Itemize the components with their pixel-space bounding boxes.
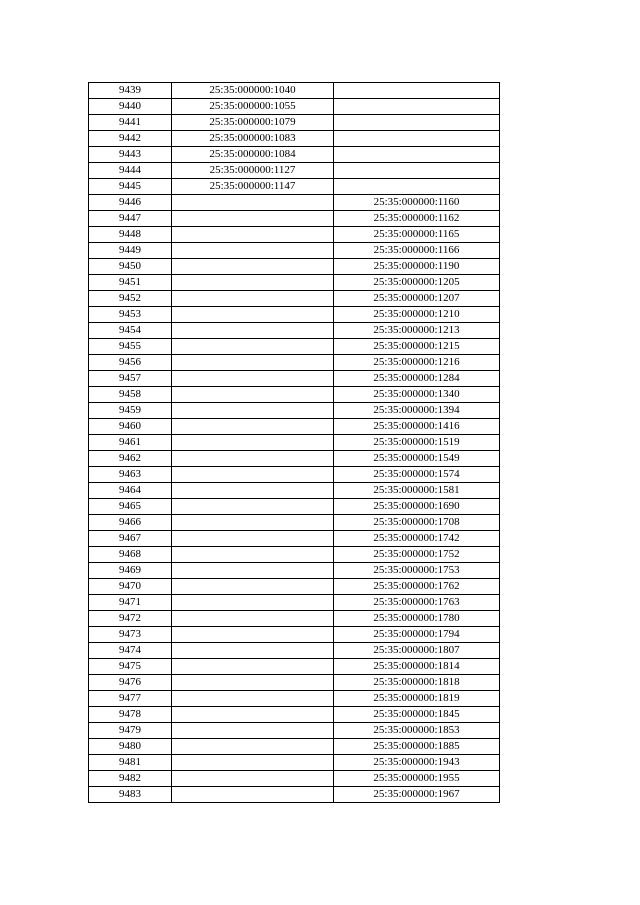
row-number-cell: 9465 bbox=[89, 499, 172, 515]
table-row bbox=[89, 163, 500, 179]
table-row bbox=[89, 259, 500, 275]
row-number-cell: 9481 bbox=[89, 755, 172, 771]
table-row bbox=[89, 643, 500, 659]
cadastral-number-cell bbox=[172, 275, 334, 291]
cadastral-number-cell bbox=[172, 451, 334, 467]
cadastral-number-cell bbox=[172, 771, 334, 787]
cadastral-number-alt-cell: 25:35:000000:1955 bbox=[334, 771, 500, 787]
table-row bbox=[89, 451, 500, 467]
cadastral-number-cell bbox=[172, 211, 334, 227]
table-row bbox=[89, 595, 500, 611]
row-number-cell: 9441 bbox=[89, 115, 172, 131]
cadastral-number-alt-cell: 25:35:000000:1190 bbox=[334, 259, 500, 275]
cadastral-number-alt-cell bbox=[334, 131, 500, 147]
table-row bbox=[89, 627, 500, 643]
cadastral-number-cell bbox=[172, 563, 334, 579]
row-number-cell: 9447 bbox=[89, 211, 172, 227]
cadastral-number-alt-cell: 25:35:000000:1574 bbox=[334, 467, 500, 483]
row-number-cell: 9463 bbox=[89, 467, 172, 483]
table-row bbox=[89, 611, 500, 627]
cadastral-number-alt-cell bbox=[334, 147, 500, 163]
cadastral-number-cell bbox=[172, 227, 334, 243]
table-row bbox=[89, 547, 500, 563]
row-number-cell: 9440 bbox=[89, 99, 172, 115]
cadastral-number-alt-cell bbox=[334, 99, 500, 115]
row-number-cell: 9468 bbox=[89, 547, 172, 563]
table-row bbox=[89, 675, 500, 691]
cadastral-number-alt-cell: 25:35:000000:1780 bbox=[334, 611, 500, 627]
cadastral-number-alt-cell: 25:35:000000:1416 bbox=[334, 419, 500, 435]
cadastral-number-cell bbox=[172, 579, 334, 595]
cadastral-number-alt-cell: 25:35:000000:1284 bbox=[334, 371, 500, 387]
table-row bbox=[89, 515, 500, 531]
row-number-cell: 9451 bbox=[89, 275, 172, 291]
cadastral-number-alt-cell: 25:35:000000:1549 bbox=[334, 451, 500, 467]
table-row bbox=[89, 307, 500, 323]
cadastral-number-cell bbox=[172, 387, 334, 403]
cadastral-number-cell bbox=[172, 483, 334, 499]
cadastral-number-alt-cell: 25:35:000000:1394 bbox=[334, 403, 500, 419]
row-number-cell: 9456 bbox=[89, 355, 172, 371]
row-number-cell: 9475 bbox=[89, 659, 172, 675]
cadastral-number-cell bbox=[172, 547, 334, 563]
cadastral-number-cell bbox=[172, 515, 334, 531]
cadastral-number-cell bbox=[172, 675, 334, 691]
table-row bbox=[89, 227, 500, 243]
cadastral-number-alt-cell: 25:35:000000:1340 bbox=[334, 387, 500, 403]
cadastral-number-cell bbox=[172, 611, 334, 627]
cadastral-number-alt-cell: 25:35:000000:1160 bbox=[334, 195, 500, 211]
cadastral-number-alt-cell: 25:35:000000:1885 bbox=[334, 739, 500, 755]
cadastral-number-cell bbox=[172, 659, 334, 675]
row-number-cell: 9449 bbox=[89, 243, 172, 259]
table-row bbox=[89, 483, 500, 499]
cadastral-number-alt-cell: 25:35:000000:1967 bbox=[334, 787, 500, 803]
cadastral-number-cell bbox=[172, 435, 334, 451]
table-row bbox=[89, 579, 500, 595]
table-row bbox=[89, 355, 500, 371]
row-number-cell: 9439 bbox=[89, 83, 172, 99]
cadastral-number-table bbox=[88, 82, 500, 803]
row-number-cell: 9474 bbox=[89, 643, 172, 659]
cadastral-number-cell bbox=[172, 403, 334, 419]
cadastral-number-cell bbox=[172, 627, 334, 643]
cadastral-number-alt-cell: 25:35:000000:1210 bbox=[334, 307, 500, 323]
table-row bbox=[89, 787, 500, 803]
cadastral-number-cell bbox=[172, 467, 334, 483]
cadastral-number-cell bbox=[172, 595, 334, 611]
row-number-cell: 9473 bbox=[89, 627, 172, 643]
cadastral-number-cell bbox=[172, 259, 334, 275]
table-row bbox=[89, 211, 500, 227]
cadastral-number-cell bbox=[172, 339, 334, 355]
cadastral-number-alt-cell: 25:35:000000:1166 bbox=[334, 243, 500, 259]
table-row bbox=[89, 707, 500, 723]
cadastral-number-alt-cell: 25:35:000000:1162 bbox=[334, 211, 500, 227]
cadastral-number-alt-cell: 25:35:000000:1207 bbox=[334, 291, 500, 307]
row-number-cell: 9469 bbox=[89, 563, 172, 579]
cadastral-number-alt-cell: 25:35:000000:1763 bbox=[334, 595, 500, 611]
row-number-cell: 9460 bbox=[89, 419, 172, 435]
cadastral-number-cell: 25:35:000000:1127 bbox=[172, 163, 334, 179]
cadastral-number-cell bbox=[172, 291, 334, 307]
cadastral-number-alt-cell: 25:35:000000:1742 bbox=[334, 531, 500, 547]
cadastral-number-cell bbox=[172, 755, 334, 771]
cadastral-number-alt-cell: 25:35:000000:1215 bbox=[334, 339, 500, 355]
cadastral-number-alt-cell bbox=[334, 115, 500, 131]
cadastral-number-cell: 25:35:000000:1083 bbox=[172, 131, 334, 147]
row-number-cell: 9446 bbox=[89, 195, 172, 211]
cadastral-number-cell bbox=[172, 307, 334, 323]
row-number-cell: 9462 bbox=[89, 451, 172, 467]
row-number-cell: 9477 bbox=[89, 691, 172, 707]
cadastral-number-alt-cell: 25:35:000000:1845 bbox=[334, 707, 500, 723]
row-number-cell: 9448 bbox=[89, 227, 172, 243]
cadastral-number-cell bbox=[172, 323, 334, 339]
row-number-cell: 9479 bbox=[89, 723, 172, 739]
table-row bbox=[89, 563, 500, 579]
cadastral-number-alt-cell: 25:35:000000:1752 bbox=[334, 547, 500, 563]
cadastral-number-alt-cell: 25:35:000000:1819 bbox=[334, 691, 500, 707]
row-number-cell: 9480 bbox=[89, 739, 172, 755]
table-row bbox=[89, 179, 500, 195]
row-number-cell: 9452 bbox=[89, 291, 172, 307]
cadastral-number-cell bbox=[172, 371, 334, 387]
row-number-cell: 9482 bbox=[89, 771, 172, 787]
table-row bbox=[89, 739, 500, 755]
cadastral-number-alt-cell: 25:35:000000:1762 bbox=[334, 579, 500, 595]
row-number-cell: 9443 bbox=[89, 147, 172, 163]
cadastral-number-cell bbox=[172, 739, 334, 755]
table-row bbox=[89, 771, 500, 787]
row-number-cell: 9455 bbox=[89, 339, 172, 355]
table-row bbox=[89, 499, 500, 515]
cadastral-number-cell bbox=[172, 707, 334, 723]
row-number-cell: 9453 bbox=[89, 307, 172, 323]
cadastral-number-alt-cell: 25:35:000000:1943 bbox=[334, 755, 500, 771]
cadastral-number-alt-cell: 25:35:000000:1853 bbox=[334, 723, 500, 739]
table-row bbox=[89, 243, 500, 259]
cadastral-number-alt-cell: 25:35:000000:1690 bbox=[334, 499, 500, 515]
cadastral-number-alt-cell: 25:35:000000:1205 bbox=[334, 275, 500, 291]
row-number-cell: 9471 bbox=[89, 595, 172, 611]
row-number-cell: 9445 bbox=[89, 179, 172, 195]
table-row bbox=[89, 147, 500, 163]
cadastral-number-alt-cell: 25:35:000000:1818 bbox=[334, 675, 500, 691]
table-row bbox=[89, 435, 500, 451]
table-row bbox=[89, 195, 500, 211]
cadastral-number-cell bbox=[172, 419, 334, 435]
table-row bbox=[89, 387, 500, 403]
cadastral-number-alt-cell bbox=[334, 179, 500, 195]
cadastral-number-alt-cell: 25:35:000000:1814 bbox=[334, 659, 500, 675]
cadastral-number-cell: 25:35:000000:1084 bbox=[172, 147, 334, 163]
cadastral-number-cell bbox=[172, 531, 334, 547]
cadastral-number-alt-cell: 25:35:000000:1519 bbox=[334, 435, 500, 451]
table-row bbox=[89, 403, 500, 419]
cadastral-number-cell: 25:35:000000:1055 bbox=[172, 99, 334, 115]
cadastral-number-cell: 25:35:000000:1147 bbox=[172, 179, 334, 195]
row-number-cell: 9470 bbox=[89, 579, 172, 595]
row-number-cell: 9483 bbox=[89, 787, 172, 803]
table-row bbox=[89, 275, 500, 291]
table-body bbox=[89, 83, 500, 803]
table-row bbox=[89, 115, 500, 131]
row-number-cell: 9461 bbox=[89, 435, 172, 451]
cadastral-number-alt-cell bbox=[334, 163, 500, 179]
cadastral-number-cell bbox=[172, 499, 334, 515]
row-number-cell: 9458 bbox=[89, 387, 172, 403]
cadastral-number-alt-cell bbox=[334, 83, 500, 99]
cadastral-number-cell: 25:35:000000:1079 bbox=[172, 115, 334, 131]
cadastral-number-alt-cell: 25:35:000000:1216 bbox=[334, 355, 500, 371]
table-row bbox=[89, 659, 500, 675]
cadastral-number-alt-cell: 25:35:000000:1794 bbox=[334, 627, 500, 643]
table-row bbox=[89, 83, 500, 99]
cadastral-number-cell bbox=[172, 355, 334, 371]
cadastral-number-alt-cell: 25:35:000000:1708 bbox=[334, 515, 500, 531]
row-number-cell: 9459 bbox=[89, 403, 172, 419]
cadastral-number-alt-cell: 25:35:000000:1581 bbox=[334, 483, 500, 499]
cadastral-number-cell: 25:35:000000:1040 bbox=[172, 83, 334, 99]
row-number-cell: 9467 bbox=[89, 531, 172, 547]
table-row bbox=[89, 371, 500, 387]
cadastral-number-alt-cell: 25:35:000000:1165 bbox=[334, 227, 500, 243]
row-number-cell: 9457 bbox=[89, 371, 172, 387]
table-row bbox=[89, 723, 500, 739]
table-row bbox=[89, 339, 500, 355]
cadastral-number-cell bbox=[172, 691, 334, 707]
table-row bbox=[89, 531, 500, 547]
cadastral-number-cell bbox=[172, 643, 334, 659]
cadastral-number-alt-cell: 25:35:000000:1753 bbox=[334, 563, 500, 579]
row-number-cell: 9444 bbox=[89, 163, 172, 179]
cadastral-number-alt-cell: 25:35:000000:1807 bbox=[334, 643, 500, 659]
row-number-cell: 9450 bbox=[89, 259, 172, 275]
table-row bbox=[89, 467, 500, 483]
table-row bbox=[89, 291, 500, 307]
row-number-cell: 9454 bbox=[89, 323, 172, 339]
row-number-cell: 9478 bbox=[89, 707, 172, 723]
cadastral-number-cell bbox=[172, 243, 334, 259]
table-row bbox=[89, 419, 500, 435]
row-number-cell: 9472 bbox=[89, 611, 172, 627]
cadastral-number-cell bbox=[172, 787, 334, 803]
table-row bbox=[89, 131, 500, 147]
row-number-cell: 9442 bbox=[89, 131, 172, 147]
table-row bbox=[89, 755, 500, 771]
cadastral-number-cell bbox=[172, 723, 334, 739]
cadastral-number-alt-cell: 25:35:000000:1213 bbox=[334, 323, 500, 339]
row-number-cell: 9466 bbox=[89, 515, 172, 531]
row-number-cell: 9476 bbox=[89, 675, 172, 691]
table-row bbox=[89, 691, 500, 707]
table-row bbox=[89, 99, 500, 115]
table-row bbox=[89, 323, 500, 339]
row-number-cell: 9464 bbox=[89, 483, 172, 499]
cadastral-number-cell bbox=[172, 195, 334, 211]
